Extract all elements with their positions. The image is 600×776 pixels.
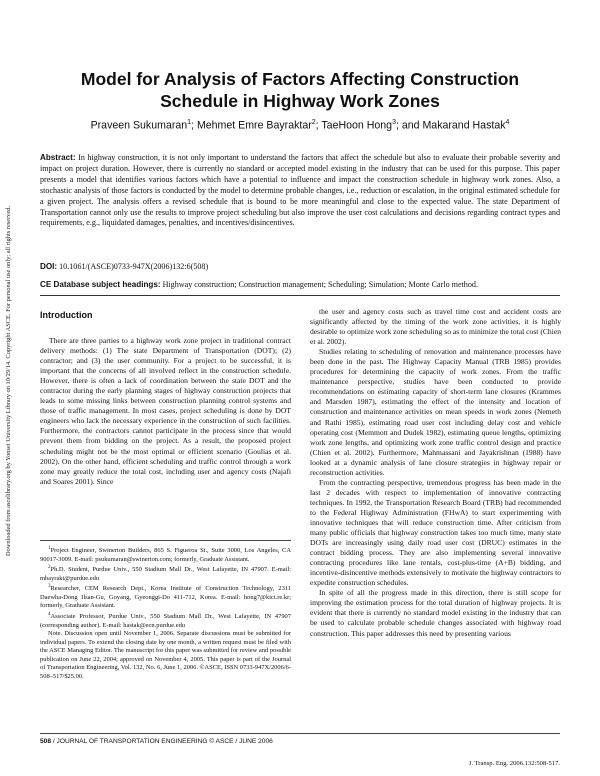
footnote [40, 564, 291, 583]
footnote-text: Researcher, CEM Research Dept., Korea Institute of Construction Technology, 2311 Daewha-Dong Ilsan-Gu, Goyang, Gyeonggi-Do 411-712, Korea. E-mail: hong7@kict.re.kr; formerly, Graduate Assistant. [40, 585, 291, 610]
footnote-mark: 2 [48, 565, 51, 571]
footnote [40, 630, 291, 681]
body-paragraph: There are three parties to a highway work zone project in traditional contract delivery methods: (1) The state Department of Transportation (DOT); (2) contractor; and (3) the user community. For a project to be successful, it is important that the concerns of all involved reflect in the construction schedule. However, there is often a lack of coordination between the state DOT and the contractor during the early planning stages of highway construction projects that leads to some missing links between construction planning control systems and those of traffic management. In most cases, project scheduling is done by DOT engineers who lack the necessary experience in the construction of such facilities. Furthermore, the contractors cannot participate in the process since that would prevent them from bidding on the project. As a result, the proposed project scheduling might not be the most optimal or efficient scenario (Goulias et al. 2002). On the other hand, efficient scheduling and traffic control through a work zone may greatly reduce the total cost, including user and agency costs (Najafi and Soares 2001). Since [40, 336, 291, 486]
journal-footer: / JOURNAL OF TRANSPORTATION ENGINEERING © ASCE / JUNE 2006 [52, 738, 273, 745]
footnote-mark: 3 [48, 584, 51, 590]
author-name: Mehmet Emre Bayraktar [196, 119, 312, 132]
author-affiliation-mark: 1 [187, 119, 192, 126]
footnote-mark: 1 [48, 546, 51, 551]
author-affiliation-mark: 3 [392, 119, 396, 126]
doi-value[interactable]: 10.1061/(ASCE)0733-947X(2006)132:6(508) [59, 262, 209, 271]
body-column-right [310, 307, 561, 639]
author-affiliation-mark: 2 [311, 119, 316, 126]
body-paragraph: the user and agency costs such as travel time cost and accident costs are significantly affected by the timing of the work zone activities, it is highly desirable to optimize work zone scheduling so as to minimize the total cost (Chien et al. 2002). [310, 307, 561, 347]
body-paragraph: From the contracting perspective, tremendous progress has been made in the last 2 decades with respect to implementation of innovative contracting techniques. In 1992, the Transportation Research Board (TRB) had recommended to the Federal Highway Administration (FHwA) to start experimenting with innovative techniques that will reduce construction time. After criticism from many public officials that highway construction takes too much time, many state DOTs are increasingly using daily road user cost (DRUC) estimates in the contract bidding process. They are also implementing several innovative contracting procedures like lane rentals, cost-plus-time (A+B) bidding, and incentive-disincentive methods extensively to motivate the highway contractors to expedite construction schedules. [310, 477, 561, 588]
subject-headings-value: Highway construction; Construction management; Scheduling; Simulation; Monte Carlo method. [162, 280, 478, 289]
body-paragraph: Studies relating to scheduling of renovation and maintenance processes have been done in the past. The Highway Capacity Manual (TRB 1985) provides procedures for determining the capacity of work zones. From the traffic maintenance perspective, studies have been conducted to provide recommendations on estimating capacity of short-term lane closures (Krammes and Marsden 1987), estimating the effect of the intensity and location of construction and maintenance activities on mean speeds in work zones (Nemeth and Rathi 1985), estimating road user cost including delay cost and vehicle operating cost (Memmott and Dudek 1982), estimating queue lengths, optimizing work zone lengths, and optimizing work zone traffic control design and practice (Chien et al. 2002). Furthermore, Mahmassani and Jayakrishnan (1988) have looked at a dynamic analysis of lane closure strategies in highway repair or reconstruction activities. [310, 347, 561, 477]
footnotes [40, 545, 291, 681]
page-number: 508 [40, 738, 52, 745]
author-list: Praveen Sukumaran$^1$; Mehmet Emre Bayraktar$^2$; TaeHoon Hong$^3$; and Makarand Hastak$^4$ [90, 119, 510, 132]
footnote-text: Associate Professor, Purdue Univ., 550 Stadium Mall Dr., West Lafayette, IN 47907 (corresponding author). E-mail: hastak@ecn.purdue.edu [40, 613, 291, 629]
footnote-text: Project Engineer, Swinerton Builders, 865 S. Figueroa St., Suite 3000, Los Angeles, CA 90017-3009. E-mail: psukumaran@swinerton.com; formerly, Graduate Assistant. [40, 547, 291, 563]
abstract [40, 153, 560, 229]
footnote-mark: 4 [48, 611, 51, 617]
author-name: TaeHoon Hong [321, 119, 393, 132]
footnote [40, 611, 291, 630]
citation: J. Transp. Eng. 2006.132:508-517. [468, 760, 560, 767]
download-notice: Downloaded from ascelibrary.org by Yonsei University Library on 10/29/14. Copyright ASCE. For personal use only; all rights reserved. [5, 205, 12, 557]
author-affiliation-mark: 4 [505, 119, 510, 126]
body-column-left [40, 336, 291, 487]
author-name: Makarand Hastak [422, 119, 506, 132]
footnote [40, 545, 291, 564]
author-name: Praveen Sukumaran [90, 119, 188, 132]
subject-headings [40, 280, 560, 289]
subject-headings-label: CE Database subject headings: [40, 280, 161, 289]
abstract-text: In highway construction, it is not only important to understand the factors that affect the schedule but also to evaluate their probable severity and impact on project duration. However, there is currently no standard or accepted model existing in the industry that can be used for this purpose. This paper presents a model that identifies various factors which have a potential to influence and impact the construction schedule in highway work zones. Also, a stochastic analysis of those factors is conducted by the model to determine probable changes, i.e., reduction or escalation, in the original estimated schedule for a given project. The analysis offers a revised schedule that is bound to be more meaningful and close to the expected value. The state Department of Transportation cannot only use the results to improve project scheduling but also improve the user cost calculations and decisions regarding contract types and requirements, e.g., liquidated damages, penalties, and incentives/disincentives. [40, 153, 560, 228]
footnote-text: Ph.D. Student, Purdue Univ., 550 Stadium Mall Dr., West Lafayette, IN 47907. E-mail: mbayrakt@purdue.edu [40, 566, 291, 582]
section-heading-introduction: Introduction [40, 310, 93, 320]
paper-title: Model for Analysis of Factors Affecting Construction Schedule in Highway Work Zones [80, 69, 520, 111]
header-divider [40, 295, 560, 296]
doi-line [40, 262, 560, 271]
footnote [40, 583, 291, 611]
body-paragraph: In spite of all the progress made in this direction, there is still scope for improving the estimation process for the total duration of highway projects. It is evident that there is currently no standard model existing in the industry that can be used to calculate probable schedule changes associated with highway road construction. This paper addresses this need by presenting various [310, 588, 561, 638]
running-footer [40, 738, 273, 745]
abstract-label: Abstract: [40, 153, 76, 162]
footnote-text: Note. Discussion open until November 1, 2006. Separate discussions must be submitted for individual papers. To extend the closing date by one month, a written request must be filed with the ASCE Managing Editor. The manuscript for this paper was submitted for review and possible publication on June 22, 2004; approved on November 4, 2005. This paper is part of the Journal of Transportation Engineering, Vol. 132, No. 6, June 1, 2006. ©ASCE, ISSN 0733-947X/2006/6-508–517/$25.00. [40, 630, 291, 680]
doi-label: DOI: [40, 262, 58, 271]
footer-divider [40, 733, 560, 734]
footnote-divider [40, 540, 291, 541]
